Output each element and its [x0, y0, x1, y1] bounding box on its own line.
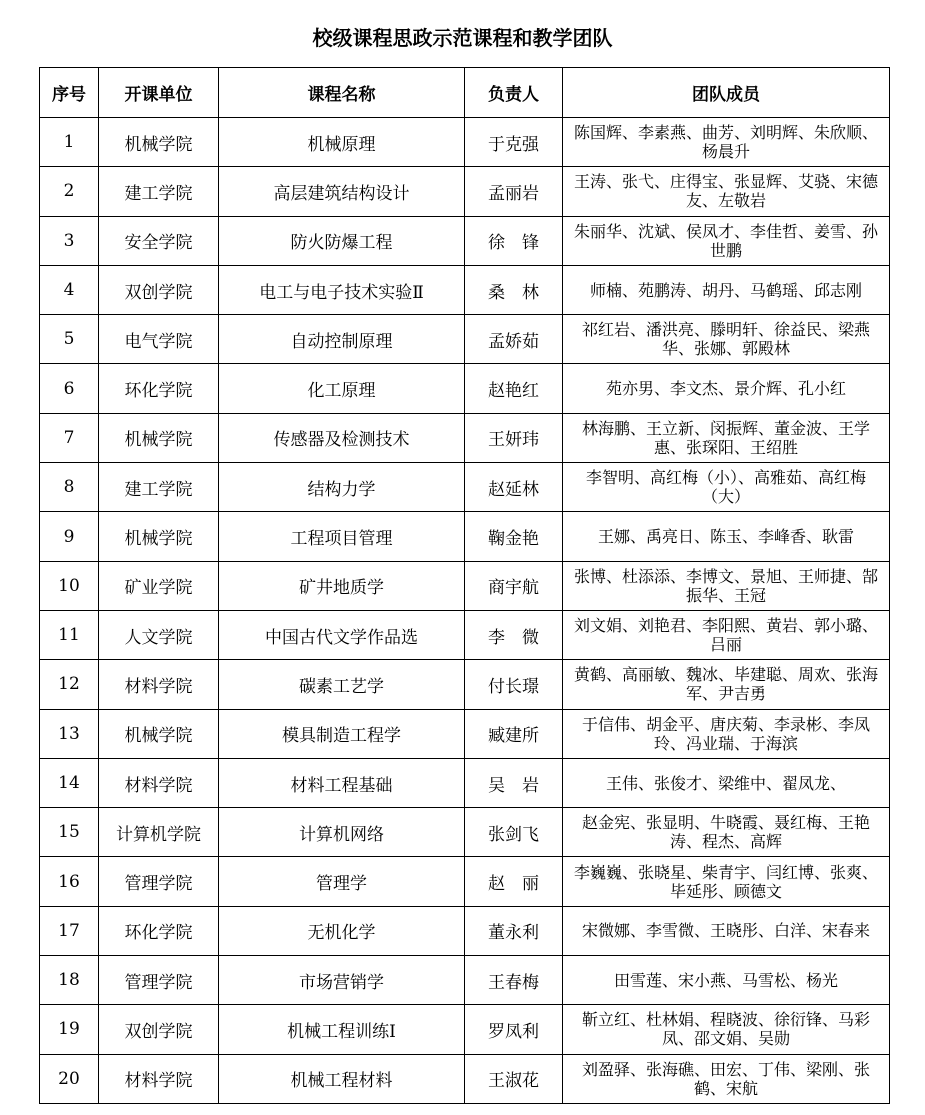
cell-team: 李智明、高红梅（小）、高雅茹、高红梅（大）: [563, 463, 890, 512]
cell-unit: 环化学院: [99, 364, 219, 413]
table-row: [40, 512, 890, 561]
cell-number: 8: [40, 463, 99, 512]
cell-course: 计算机网络: [219, 808, 465, 857]
cell-lead: 臧建所: [465, 709, 563, 758]
cell-lead: 孟娇茹: [465, 315, 563, 364]
cell-unit: 机械学院: [99, 709, 219, 758]
cell-number: 9: [40, 512, 99, 561]
table-body: [40, 118, 890, 1104]
table-row: [40, 118, 890, 167]
cell-team: 靳立红、杜林娟、程晓波、徐衍锋、马彩凤、邵文娟、吴勋: [563, 1005, 890, 1054]
cell-number: 4: [40, 265, 99, 314]
table-row: [40, 265, 890, 314]
table-row: [40, 315, 890, 364]
table-row: [40, 413, 890, 462]
cell-team: 于信伟、胡金平、唐庆菊、李录彬、李凤玲、冯业瑞、于海滨: [563, 709, 890, 758]
cell-unit: 管理学院: [99, 857, 219, 906]
table-row: [40, 1054, 890, 1103]
cell-team: 林海鹏、王立新、闵振辉、董金波、王学惠、张琛阳、王绍胜: [563, 413, 890, 462]
cell-course: 工程项目管理: [219, 512, 465, 561]
table-row: [40, 216, 890, 265]
cell-lead: 孟丽岩: [465, 167, 563, 216]
table-row: [40, 709, 890, 758]
cell-number: 16: [40, 857, 99, 906]
cell-unit: 机械学院: [99, 512, 219, 561]
table-row: [40, 561, 890, 610]
cell-number: 7: [40, 413, 99, 462]
cell-number: 20: [40, 1054, 99, 1103]
cell-lead: 鞠金艳: [465, 512, 563, 561]
cell-course: 模具制造工程学: [219, 709, 465, 758]
cell-unit: 双创学院: [99, 1005, 219, 1054]
table-header: [40, 68, 890, 118]
cell-team: 田雪莲、宋小燕、马雪松、杨光: [563, 956, 890, 1005]
cell-team: 王娜、禹亮日、陈玉、李峰香、耿雷: [563, 512, 890, 561]
cell-lead: 李 微: [465, 610, 563, 659]
cell-unit: 电气学院: [99, 315, 219, 364]
cell-lead: 徐 锋: [465, 216, 563, 265]
table-row: [40, 956, 890, 1005]
cell-number: 12: [40, 660, 99, 709]
cell-lead: 赵艳红: [465, 364, 563, 413]
cell-course: 防火防爆工程: [219, 216, 465, 265]
cell-number: 5: [40, 315, 99, 364]
cell-unit: 材料学院: [99, 1054, 219, 1103]
cell-unit: 双创学院: [99, 265, 219, 314]
table-row: [40, 660, 890, 709]
cell-team: 苑亦男、李文杰、景介辉、孔小红: [563, 364, 890, 413]
table-row: [40, 1005, 890, 1054]
cell-course: 中国古代文学作品选: [219, 610, 465, 659]
table-row: [40, 808, 890, 857]
header-course: 课程名称: [219, 68, 465, 118]
cell-course: 碳素工艺学: [219, 660, 465, 709]
header-row: [40, 68, 890, 118]
cell-unit: 建工学院: [99, 463, 219, 512]
cell-team: 黄鹤、高丽敏、魏冰、毕建聪、周欢、张海军、尹吉勇: [563, 660, 890, 709]
cell-number: 19: [40, 1005, 99, 1054]
cell-course: 矿井地质学: [219, 561, 465, 610]
table-row: [40, 463, 890, 512]
cell-team: 师楠、苑鹏涛、胡丹、马鹤瑶、邱志刚: [563, 265, 890, 314]
cell-course: 高层建筑结构设计: [219, 167, 465, 216]
cell-course: 电工与电子技术实验Ⅱ: [219, 265, 465, 314]
cell-lead: 王妍玮: [465, 413, 563, 462]
cell-unit: 机械学院: [99, 413, 219, 462]
cell-team: 李巍巍、张晓星、柴青宇、闫红博、张爽、毕延彤、顾德文: [563, 857, 890, 906]
cell-lead: 于克强: [465, 118, 563, 167]
cell-lead: 赵 丽: [465, 857, 563, 906]
cell-number: 2: [40, 167, 99, 216]
header-team: 团队成员: [563, 68, 890, 118]
cell-course: 机械工程材料: [219, 1054, 465, 1103]
cell-course: 化工原理: [219, 364, 465, 413]
table-row: [40, 364, 890, 413]
cell-number: 18: [40, 956, 99, 1005]
cell-unit: 管理学院: [99, 956, 219, 1005]
cell-lead: 商宇航: [465, 561, 563, 610]
table-row: [40, 610, 890, 659]
cell-number: 1: [40, 118, 99, 167]
cell-course: 无机化学: [219, 906, 465, 955]
cell-team: 朱丽华、沈斌、侯凤才、李佳哲、姜雪、孙世鹏: [563, 216, 890, 265]
cell-course: 市场营销学: [219, 956, 465, 1005]
cell-course: 结构力学: [219, 463, 465, 512]
cell-unit: 人文学院: [99, 610, 219, 659]
cell-number: 13: [40, 709, 99, 758]
cell-course: 机械原理: [219, 118, 465, 167]
cell-lead: 王春梅: [465, 956, 563, 1005]
cell-team: 陈国辉、李素燕、曲芳、刘明辉、朱欣顺、杨晨升: [563, 118, 890, 167]
cell-lead: 董永利: [465, 906, 563, 955]
cell-lead: 付长璟: [465, 660, 563, 709]
cell-team: 宋微娜、李雪微、王晓彤、白洋、宋春来: [563, 906, 890, 955]
cell-unit: 机械学院: [99, 118, 219, 167]
cell-number: 3: [40, 216, 99, 265]
cell-course: 机械工程训练Ⅰ: [219, 1005, 465, 1054]
table-row: [40, 906, 890, 955]
cell-lead: 罗凤利: [465, 1005, 563, 1054]
cell-unit: 安全学院: [99, 216, 219, 265]
cell-team: 赵金宪、张显明、牛晓霞、聂红梅、王艳涛、程杰、高辉: [563, 808, 890, 857]
cell-unit: 环化学院: [99, 906, 219, 955]
cell-unit: 材料学院: [99, 660, 219, 709]
cell-course: 材料工程基础: [219, 758, 465, 807]
cell-number: 10: [40, 561, 99, 610]
cell-lead: 吴 岩: [465, 758, 563, 807]
cell-team: 祁红岩、潘洪亮、滕明轩、徐益民、梁燕华、张娜、郭殿林: [563, 315, 890, 364]
table-row: [40, 167, 890, 216]
table-row: [40, 857, 890, 906]
cell-team: 张博、杜添添、李博文、景旭、王师捷、郜振华、王冠: [563, 561, 890, 610]
cell-lead: 赵延林: [465, 463, 563, 512]
cell-course: 传感器及检测技术: [219, 413, 465, 462]
cell-team: 刘盈驿、张海礁、田宏、丁伟、梁刚、张鹤、宋航: [563, 1054, 890, 1103]
cell-number: 11: [40, 610, 99, 659]
cell-course: 管理学: [219, 857, 465, 906]
cell-number: 14: [40, 758, 99, 807]
cell-unit: 材料学院: [99, 758, 219, 807]
cell-unit: 计算机学院: [99, 808, 219, 857]
cell-team: 王伟、张俊才、梁维中、翟凤龙、: [563, 758, 890, 807]
header-lead: 负责人: [465, 68, 563, 118]
cell-number: 6: [40, 364, 99, 413]
header-unit: 开课单位: [99, 68, 219, 118]
cell-lead: 桑 林: [465, 265, 563, 314]
cell-number: 17: [40, 906, 99, 955]
course-team-table: [39, 67, 890, 1104]
cell-team: 王涛、张弋、庄得宝、张显辉、艾骁、宋德友、左敬岩: [563, 167, 890, 216]
cell-unit: 建工学院: [99, 167, 219, 216]
cell-course: 自动控制原理: [219, 315, 465, 364]
cell-lead: 张剑飞: [465, 808, 563, 857]
cell-team: 刘文娟、刘艳君、李阳熙、黄岩、郭小璐、吕丽: [563, 610, 890, 659]
cell-number: 15: [40, 808, 99, 857]
cell-lead: 王淑花: [465, 1054, 563, 1103]
cell-unit: 矿业学院: [99, 561, 219, 610]
page-title: 校级课程思政示范课程和教学团队: [312, 26, 613, 50]
table-row: [40, 758, 890, 807]
header-number: 序号: [40, 68, 99, 118]
